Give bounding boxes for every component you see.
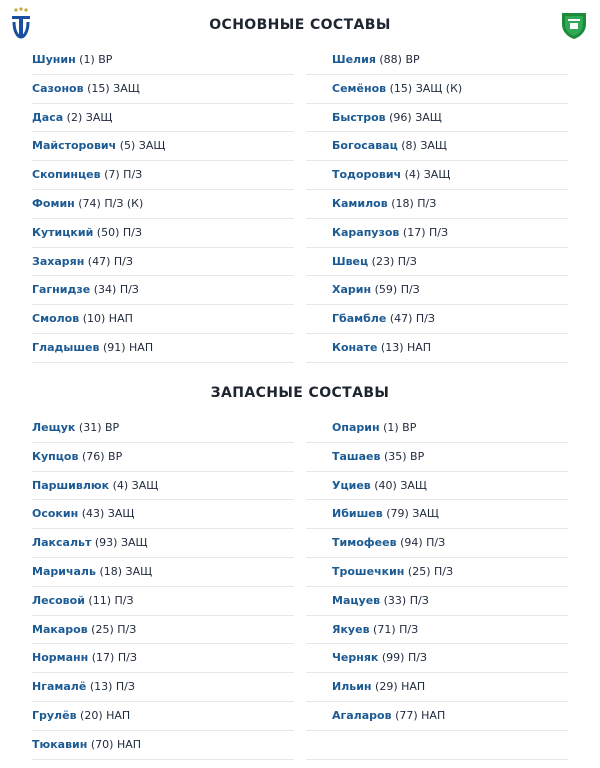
list-item[interactable]: Смолов (10) НАП [32,305,294,334]
list-item-empty [306,731,568,760]
subs-home-list [32,414,294,760]
list-item[interactable]: Карапузов (17) П/З [306,219,568,248]
starters-home-list [32,46,294,363]
list-item[interactable]: Быстров (96) ЗАЩ [306,104,568,133]
list-item[interactable]: Захарян (47) П/З [32,248,294,277]
list-item[interactable]: Харин (59) П/З [306,276,568,305]
list-item[interactable]: Опарин (1) ВР [306,414,568,443]
list-item[interactable]: Маричаль (18) ЗАЩ [32,558,294,587]
list-item[interactable]: Фомин (74) П/З (К) [32,190,294,219]
list-item[interactable]: Ибишев (79) ЗАЩ [306,500,568,529]
list-item[interactable]: Макаров (25) П/З [32,616,294,645]
list-item[interactable]: Мацуев (33) П/З [306,587,568,616]
list-item[interactable]: Тодорович (4) ЗАЩ [306,161,568,190]
list-item[interactable]: Семёнов (15) ЗАЩ (К) [306,75,568,104]
list-item[interactable]: Даса (2) ЗАЩ [32,104,294,133]
list-item[interactable]: Кутицкий (50) П/З [32,219,294,248]
list-item[interactable]: Шунин (1) ВР [32,46,294,75]
list-item[interactable]: Скопинцев (7) П/З [32,161,294,190]
list-item[interactable]: Уциев (40) ЗАЩ [306,472,568,501]
list-item[interactable]: Камилов (18) П/З [306,190,568,219]
list-item[interactable]: Осокин (43) ЗАЩ [32,500,294,529]
list-item[interactable]: Конате (13) НАП [306,334,568,363]
list-item[interactable]: Гбамбле (47) П/З [306,305,568,334]
list-item[interactable]: Ташаев (35) ВР [306,443,568,472]
list-item[interactable]: Черняк (99) П/З [306,644,568,673]
list-item[interactable]: Лаксальт (93) ЗАЩ [32,529,294,558]
starters-away-list [306,46,568,363]
list-item[interactable]: Швец (23) П/З [306,248,568,277]
list-item[interactable]: Агаларов (77) НАП [306,702,568,731]
list-item[interactable]: Лесовой (11) П/З [32,587,294,616]
list-item[interactable]: Гагнидзе (34) П/З [32,276,294,305]
list-item[interactable]: Нгамалё (13) П/З [32,673,294,702]
list-item[interactable]: Купцов (76) ВР [32,443,294,472]
list-item[interactable]: Норманн (17) П/З [32,644,294,673]
list-item[interactable]: Грулёв (20) НАП [32,702,294,731]
starters-title: ОСНОВНЫЕ СОСТАВЫ [209,17,391,33]
subs-away-list [306,414,568,760]
list-item[interactable]: Тюкавин (70) НАП [32,731,294,760]
list-item[interactable]: Якуев (71) П/З [306,616,568,645]
list-item[interactable]: Паршивлюк (4) ЗАЩ [32,472,294,501]
list-item[interactable]: Богосавац (8) ЗАЩ [306,132,568,161]
list-item[interactable]: Майсторович (5) ЗАЩ [32,132,294,161]
list-item[interactable]: Лещук (31) ВР [32,414,294,443]
list-item[interactable]: Шелия (88) ВР [306,46,568,75]
list-item[interactable]: Гладышев (91) НАП [32,334,294,363]
list-item[interactable]: Сазонов (15) ЗАЩ [32,75,294,104]
list-item[interactable]: Трошечкин (25) П/З [306,558,568,587]
list-item[interactable]: Ильин (29) НАП [306,673,568,702]
subs-title: ЗАПАСНЫЕ СОСТАВЫ [210,385,390,401]
list-item[interactable]: Тимофеев (94) П/З [306,529,568,558]
